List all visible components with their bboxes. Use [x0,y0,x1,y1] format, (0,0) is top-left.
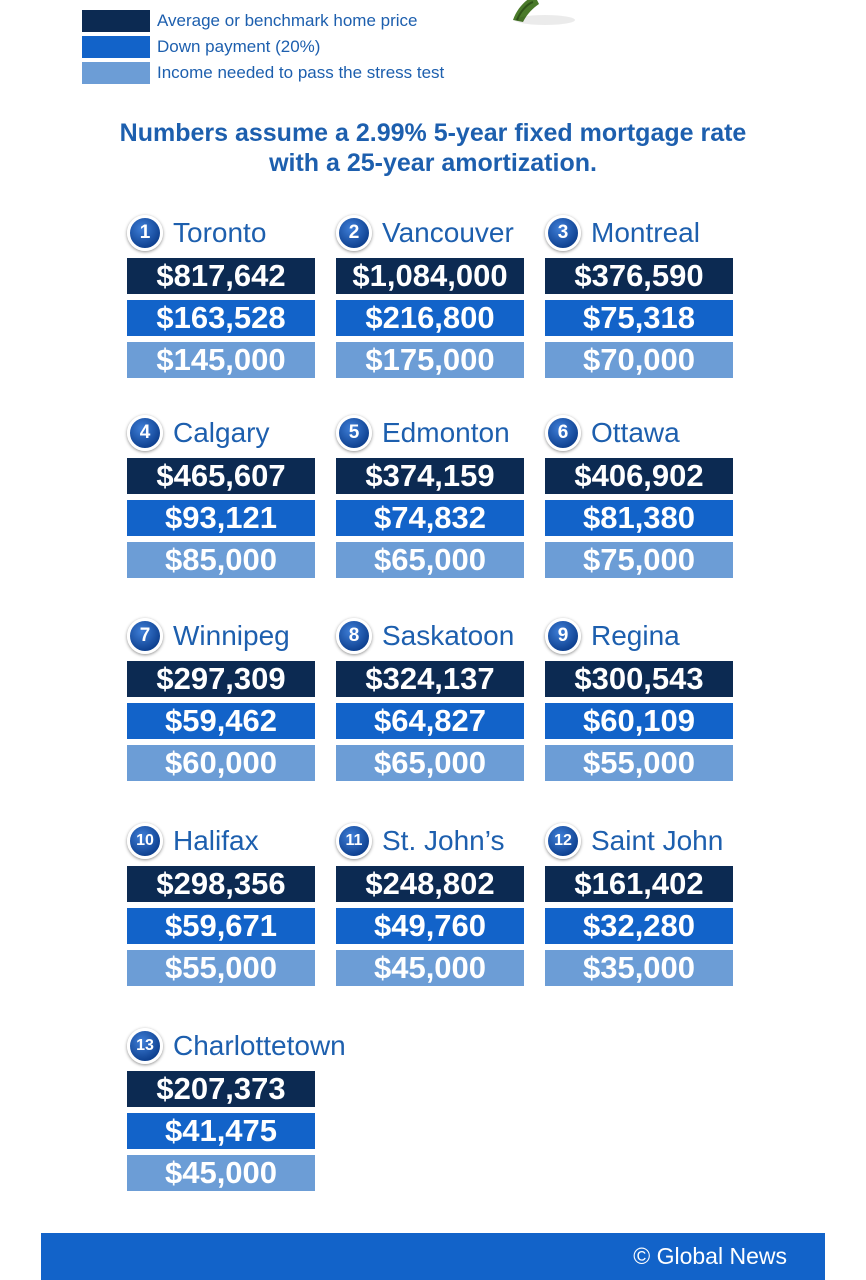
down-payment-bar: $59,671 [127,908,315,944]
income-bar: $145,000 [127,342,315,378]
city-card-saskatoon [336,617,556,789]
city-card-halifax [127,822,347,994]
city-card-charlottetown [127,1027,387,1199]
city-header [336,414,510,452]
city-name: Toronto [173,217,267,248]
down-payment-bar: $81,380 [545,500,733,536]
down-payment-bar: $64,827 [336,703,524,739]
city-header [127,822,259,860]
city-name: Edmonton [382,417,510,448]
rank-badge: 4 [127,415,163,451]
headline-line-2: with a 25-year amortization. [269,149,597,177]
city-name: Vancouver [382,217,514,248]
city-card-st-johns [336,822,556,994]
rank-badge: 2 [336,215,372,251]
city-name: Montreal [591,217,700,248]
price-bar: $300,543 [545,661,733,697]
legend-row-down-payment [82,34,444,60]
rank-badge: 9 [545,618,581,654]
rank-badge: 12 [545,823,581,859]
city-name: Regina [591,620,680,651]
price-bar: $161,402 [545,866,733,902]
rank-badge: 3 [545,215,581,251]
legend-label-down-payment: Down payment (20%) [157,37,321,56]
income-bar: $85,000 [127,542,315,578]
price-bar: $817,642 [127,258,315,294]
city-name: St. John’s [382,825,505,856]
city-card-regina [545,617,765,789]
legend-swatch-income [82,62,150,84]
down-payment-bar: $49,760 [336,908,524,944]
legend [82,8,444,86]
city-card-edmonton [336,414,556,586]
city-header [545,214,700,252]
income-bar: $60,000 [127,745,315,781]
legend-label-price: Average or benchmark home price [157,11,418,30]
down-payment-bar: $163,528 [127,300,315,336]
city-name: Calgary [173,417,270,448]
down-payment-bar: $93,121 [127,500,315,536]
city-header [127,617,290,655]
city-header [127,414,269,452]
legend-row-price [82,8,444,34]
income-bar: $70,000 [545,342,733,378]
price-bar: $376,590 [545,258,733,294]
income-bar: $75,000 [545,542,733,578]
price-bar: $324,137 [336,661,524,697]
income-bar: $175,000 [336,342,524,378]
map-fragment-icon [505,0,585,26]
city-card-vancouver [336,214,556,386]
city-card-calgary [127,414,347,586]
down-payment-bar: $32,280 [545,908,733,944]
income-bar: $45,000 [336,950,524,986]
city-header [336,214,514,252]
down-payment-bar: $75,318 [545,300,733,336]
city-card-winnipeg [127,617,347,789]
price-bar: $465,607 [127,458,315,494]
rank-badge: 6 [545,415,581,451]
price-bar: $374,159 [336,458,524,494]
city-name: Saint John [591,825,724,856]
city-header [127,214,266,252]
rank-badge: 7 [127,618,163,654]
price-bar: $298,356 [127,866,315,902]
price-bar: $297,309 [127,661,315,697]
city-name: Charlottetown [173,1030,346,1061]
price-bar: $248,802 [336,866,524,902]
city-card-ottawa [545,414,765,586]
footer-credit: © Global News [633,1243,787,1269]
income-bar: $35,000 [545,950,733,986]
city-header [336,822,504,860]
city-name: Halifax [173,825,259,856]
city-card-toronto [127,214,347,386]
legend-swatch-down-payment [82,36,150,58]
income-bar: $65,000 [336,745,524,781]
headline-line-1: Numbers assume a 2.99% 5-year fixed mortgage rate [119,119,747,147]
rank-badge: 13 [127,1028,163,1064]
footer-bar [41,1233,825,1280]
down-payment-bar: $74,832 [336,500,524,536]
rank-badge: 11 [336,823,372,859]
legend-label-income: Income needed to pass the stress test [157,63,445,82]
income-bar: $55,000 [127,950,315,986]
city-header [545,414,680,452]
rank-badge: 1 [127,215,163,251]
city-name: Ottawa [591,417,680,448]
price-bar: $207,373 [127,1071,315,1107]
price-bar: $406,902 [545,458,733,494]
price-bar: $1,084,000 [336,258,524,294]
rank-badge: 10 [127,823,163,859]
rank-badge: 8 [336,618,372,654]
down-payment-bar: $60,109 [545,703,733,739]
income-bar: $55,000 [545,745,733,781]
legend-swatch-price [82,10,150,32]
city-name: Winnipeg [173,620,290,651]
city-card-montreal [545,214,765,386]
city-card-saint-john [545,822,765,994]
income-bar: $45,000 [127,1155,315,1191]
income-bar: $65,000 [336,542,524,578]
city-header [127,1027,346,1065]
down-payment-bar: $59,462 [127,703,315,739]
rank-badge: 5 [336,415,372,451]
headline [0,118,866,178]
down-payment-bar: $41,475 [127,1113,315,1149]
city-header [545,822,723,860]
city-header [336,617,514,655]
city-name: Saskatoon [382,620,515,651]
legend-row-income [82,60,444,86]
city-header [545,617,680,655]
down-payment-bar: $216,800 [336,300,524,336]
